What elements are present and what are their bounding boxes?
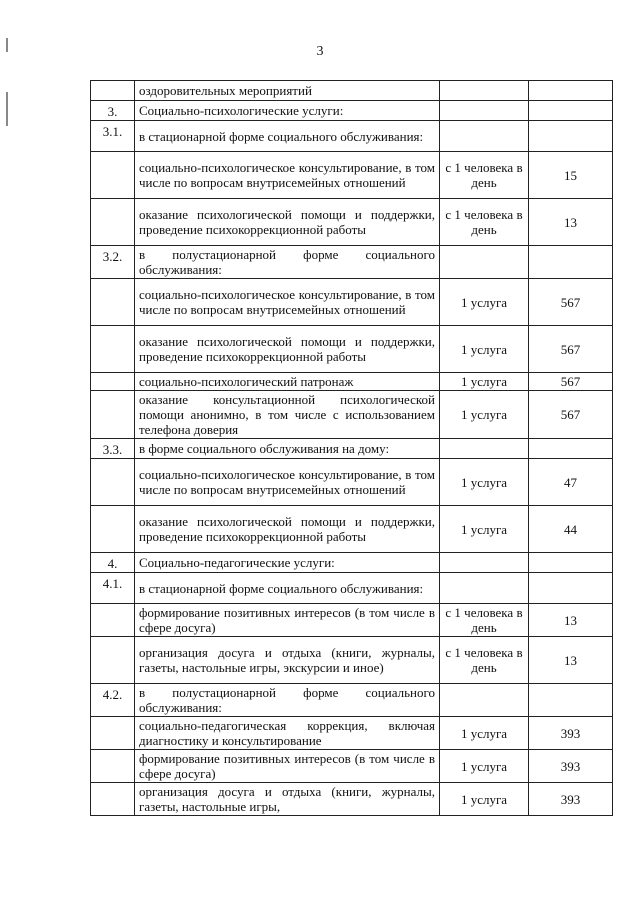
page-number: 3 bbox=[316, 44, 324, 59]
unit-of-measure: 1 услуга bbox=[440, 279, 529, 326]
service-name: социально-педагогическая коррекция, включая диагностику и консультирование bbox=[135, 717, 440, 750]
table-row bbox=[91, 391, 613, 439]
table-row bbox=[91, 604, 613, 637]
unit-of-measure: 1 услуга bbox=[440, 750, 529, 783]
row-number bbox=[91, 199, 135, 246]
tariff-value bbox=[529, 246, 613, 279]
row-number bbox=[91, 783, 135, 816]
row-number: 3.1. bbox=[91, 121, 135, 152]
unit-of-measure bbox=[440, 101, 529, 121]
table-row bbox=[91, 783, 613, 816]
service-name: социально-психологическое консультирование, в том числе по вопросам внутрисемейных отношений bbox=[135, 459, 440, 506]
tariff-value bbox=[529, 439, 613, 459]
row-number: 4.1. bbox=[91, 573, 135, 604]
service-name: в стационарной форме социального обслуживания: bbox=[135, 121, 440, 152]
margin-mark bbox=[6, 38, 8, 52]
tariff-value: 393 bbox=[529, 717, 613, 750]
table-row bbox=[91, 750, 613, 783]
service-name: оказание психологической помощи и поддержки, проведение психокоррекционной работы bbox=[135, 199, 440, 246]
service-name: оздоровительных мероприятий bbox=[135, 81, 440, 101]
unit-of-measure: 1 услуга bbox=[440, 783, 529, 816]
unit-of-measure: с 1 человека в день bbox=[440, 199, 529, 246]
row-number bbox=[91, 81, 135, 101]
row-number bbox=[91, 637, 135, 684]
table-row bbox=[91, 326, 613, 373]
row-number: 4. bbox=[91, 553, 135, 573]
tariff-value: 13 bbox=[529, 637, 613, 684]
service-name: в форме социального обслуживания на дому: bbox=[135, 439, 440, 459]
table-row bbox=[91, 439, 613, 459]
tariff-value bbox=[529, 553, 613, 573]
unit-of-measure: с 1 человека в день bbox=[440, 637, 529, 684]
tariff-value: 567 bbox=[529, 373, 613, 391]
service-name: Социально-психологические услуги: bbox=[135, 101, 440, 121]
tariff-value: 567 bbox=[529, 279, 613, 326]
tariff-value bbox=[529, 121, 613, 152]
row-number bbox=[91, 506, 135, 553]
row-number: 4.2. bbox=[91, 684, 135, 717]
service-name: оказание психологической помощи и поддержки, проведение психокоррекционной работы bbox=[135, 326, 440, 373]
unit-of-measure bbox=[440, 121, 529, 152]
tariff-value bbox=[529, 101, 613, 121]
tariff-value: 15 bbox=[529, 152, 613, 199]
service-name: организация досуга и отдыха (книги, журналы, газеты, настольные игры, bbox=[135, 783, 440, 816]
tariff-value: 44 bbox=[529, 506, 613, 553]
unit-of-measure bbox=[440, 553, 529, 573]
service-name: Социально-педагогические услуги: bbox=[135, 553, 440, 573]
service-name: в полустационарной форме социального обслуживания: bbox=[135, 684, 440, 717]
table-row bbox=[91, 373, 613, 391]
service-name: организация досуга и отдыха (книги, журналы, газеты, настольные игры, экскурсии и иное) bbox=[135, 637, 440, 684]
table-row bbox=[91, 121, 613, 152]
unit-of-measure: с 1 человека в день bbox=[440, 152, 529, 199]
unit-of-measure bbox=[440, 81, 529, 101]
service-name: социально-психологическое консультирование, в том числе по вопросам внутрисемейных отношений bbox=[135, 152, 440, 199]
service-name: в полустационарной форме социального обслуживания: bbox=[135, 246, 440, 279]
table-row bbox=[91, 573, 613, 604]
service-name: формирование позитивных интересов (в том числе в сфере досуга) bbox=[135, 750, 440, 783]
service-name: формирование позитивных интересов (в том числе в сфере досуга) bbox=[135, 604, 440, 637]
table-body bbox=[91, 81, 613, 816]
table-row bbox=[91, 152, 613, 199]
table-row bbox=[91, 553, 613, 573]
service-name: оказание консультационной психологической помощи анонимно, в том числе с использованием телефона доверия bbox=[135, 391, 440, 439]
row-number bbox=[91, 717, 135, 750]
tariff-value: 567 bbox=[529, 326, 613, 373]
row-number bbox=[91, 152, 135, 199]
tariff-value bbox=[529, 573, 613, 604]
table-row bbox=[91, 199, 613, 246]
table-row bbox=[91, 637, 613, 684]
table-row bbox=[91, 101, 613, 121]
service-name: в стационарной форме социального обслуживания: bbox=[135, 573, 440, 604]
row-number: 3. bbox=[91, 101, 135, 121]
row-number: 3.2. bbox=[91, 246, 135, 279]
service-name: социально-психологический патронаж bbox=[135, 373, 440, 391]
row-number bbox=[91, 459, 135, 506]
row-number bbox=[91, 391, 135, 439]
unit-of-measure bbox=[440, 439, 529, 459]
row-number: 3.3. bbox=[91, 439, 135, 459]
tariff-value: 13 bbox=[529, 604, 613, 637]
table-row bbox=[91, 459, 613, 506]
table-row bbox=[91, 684, 613, 717]
row-number bbox=[91, 604, 135, 637]
margin-mark bbox=[6, 92, 8, 126]
service-name: оказание психологической помощи и поддержки, проведение психокоррекционной работы bbox=[135, 506, 440, 553]
table-row bbox=[91, 506, 613, 553]
unit-of-measure bbox=[440, 246, 529, 279]
unit-of-measure: 1 услуга bbox=[440, 717, 529, 750]
table-row bbox=[91, 81, 613, 101]
unit-of-measure: 1 услуга bbox=[440, 391, 529, 439]
tariff-value: 393 bbox=[529, 783, 613, 816]
unit-of-measure: 1 услуга bbox=[440, 506, 529, 553]
tariff-value: 47 bbox=[529, 459, 613, 506]
row-number bbox=[91, 326, 135, 373]
unit-of-measure: с 1 человека в день bbox=[440, 604, 529, 637]
row-number bbox=[91, 279, 135, 326]
unit-of-measure: 1 услуга bbox=[440, 459, 529, 506]
tariff-value: 393 bbox=[529, 750, 613, 783]
tariff-value: 567 bbox=[529, 391, 613, 439]
row-number bbox=[91, 373, 135, 391]
unit-of-measure bbox=[440, 573, 529, 604]
tariff-value bbox=[529, 684, 613, 717]
service-name: социально-психологическое консультирование, в том числе по вопросам внутрисемейных отношений bbox=[135, 279, 440, 326]
table-row bbox=[91, 246, 613, 279]
unit-of-measure: 1 услуга bbox=[440, 373, 529, 391]
unit-of-measure: 1 услуга bbox=[440, 326, 529, 373]
unit-of-measure bbox=[440, 684, 529, 717]
table-row bbox=[91, 279, 613, 326]
table-row bbox=[91, 717, 613, 750]
row-number bbox=[91, 750, 135, 783]
tariff-value: 13 bbox=[529, 199, 613, 246]
tariff-table bbox=[90, 80, 613, 816]
tariff-value bbox=[529, 81, 613, 101]
